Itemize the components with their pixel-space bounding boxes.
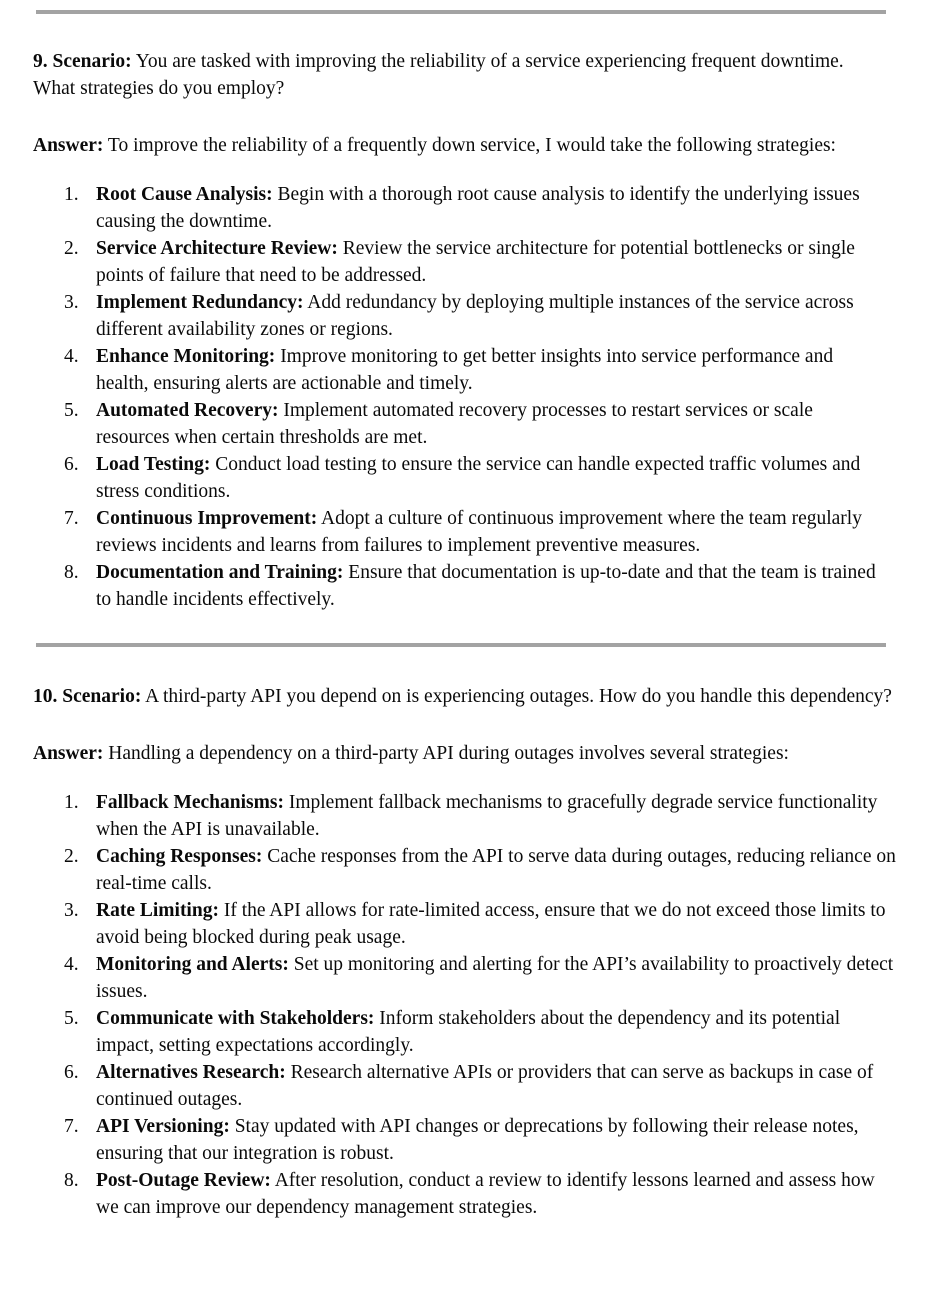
list-item-term: Rate Limiting: xyxy=(96,900,219,921)
scenario-number-10: 10. xyxy=(33,686,58,707)
list-item-text: Review the service architecture for potential bottlenecks or single points of failure that need to be addressed. xyxy=(96,238,855,286)
list-item-text: Conduct load testing to ensure the service can handle expected traffic volumes and stress conditions. xyxy=(96,454,861,502)
list-item xyxy=(64,181,890,235)
scenario-text-10: A third-party API you depend on is experiencing outages. How do you handle this dependency? xyxy=(141,686,892,707)
strategy-list-9 xyxy=(33,181,890,613)
list-item-text: Improve monitoring to get better insights into service performance and health, ensuring alerts are actionable and timely. xyxy=(96,346,834,394)
list-item-text: Adopt a culture of continuous improvement where the team regularly reviews incidents and learns from failures to implement preventive measures. xyxy=(96,508,862,556)
list-item xyxy=(64,843,896,897)
list-item xyxy=(64,1059,896,1113)
list-item xyxy=(64,1005,896,1059)
list-item-term: Monitoring and Alerts: xyxy=(96,954,289,975)
list-item-term: Continuous Improvement: xyxy=(96,508,318,529)
list-item-text: After resolution, conduct a review to identify lessons learned and assess how we can improve our dependency management strategies. xyxy=(96,1170,875,1218)
scenario-label-9: Scenario: xyxy=(52,51,132,72)
scenario-text-9: You are tasked with improving the reliability of a service experiencing frequent downtime. What strategies do you employ? xyxy=(33,51,844,99)
list-item-term: Alternatives Research: xyxy=(96,1062,286,1083)
list-item-term: Post-Outage Review: xyxy=(96,1170,271,1191)
list-item-term: Automated Recovery: xyxy=(96,400,279,421)
list-item-text: Set up monitoring and alerting for the API’s availability to proactively detect issues. xyxy=(96,954,894,1002)
list-item-text: Add redundancy by deploying multiple instances of the service across different availability zones or regions. xyxy=(96,292,854,340)
list-item-term: Root Cause Analysis: xyxy=(96,184,273,205)
list-item-text: Implement automated recovery processes to restart services or scale resources when certain thresholds are met. xyxy=(96,400,813,448)
answer-text-9: To improve the reliability of a frequently down service, I would take the following strategies: xyxy=(103,135,836,156)
list-item-text: Ensure that documentation is up-to-date and that the team is trained to handle incidents effectively. xyxy=(96,562,876,610)
answer-label-9: Answer: xyxy=(33,135,104,156)
list-item-text: Inform stakeholders about the dependency and its potential impact, setting expectations accordingly. xyxy=(96,1008,841,1056)
list-item-text: Research alternative APIs or providers that can serve as backups in case of continued outages. xyxy=(96,1062,874,1110)
list-item xyxy=(64,789,896,843)
list-item xyxy=(64,559,890,613)
document-page xyxy=(0,10,944,1316)
list-item xyxy=(64,897,896,951)
horizontal-divider-middle xyxy=(36,643,886,647)
scenario-number-9: 9. xyxy=(33,51,48,72)
list-item-term: Documentation and Training: xyxy=(96,562,344,583)
answer-paragraph-10 xyxy=(33,740,896,767)
list-item-term: Caching Responses: xyxy=(96,846,263,867)
list-item-term: API Versioning: xyxy=(96,1116,230,1137)
list-item-term: Load Testing: xyxy=(96,454,211,475)
list-item xyxy=(64,451,890,505)
list-item xyxy=(64,289,890,343)
list-item xyxy=(64,397,890,451)
list-item xyxy=(64,505,890,559)
list-item-term: Implement Redundancy: xyxy=(96,292,304,313)
list-item xyxy=(64,343,890,397)
list-item-text: Stay updated with API changes or deprecations by following their release notes, ensuring that our integration is robust. xyxy=(96,1116,859,1164)
list-item-term: Fallback Mechanisms: xyxy=(96,792,284,813)
qa-section-9 xyxy=(0,48,944,613)
list-item-text: Implement fallback mechanisms to gracefully degrade service functionality when the API is unavailable. xyxy=(96,792,878,840)
answer-text-10: Handling a dependency on a third-party API during outages involves several strategies: xyxy=(103,743,789,764)
strategy-list-10 xyxy=(33,789,896,1221)
list-item-term: Service Architecture Review: xyxy=(96,238,338,259)
scenario-label-10: Scenario: xyxy=(62,686,142,707)
scenario-paragraph-9 xyxy=(33,48,890,102)
list-item-term: Communicate with Stakeholders: xyxy=(96,1008,375,1029)
list-item-text: If the API allows for rate-limited access, ensure that we do not exceed those limits to avoid being blocked during peak usage. xyxy=(96,900,886,948)
list-item-term: Enhance Monitoring: xyxy=(96,346,276,367)
list-item xyxy=(64,951,896,1005)
list-item xyxy=(64,1167,896,1221)
scenario-paragraph-10 xyxy=(33,683,896,710)
list-item xyxy=(64,235,890,289)
horizontal-divider-top xyxy=(36,10,886,14)
list-item-text: Begin with a thorough root cause analysis to identify the underlying issues causing the downtime. xyxy=(96,184,860,232)
list-item xyxy=(64,1113,896,1167)
answer-paragraph-9 xyxy=(33,132,890,159)
qa-section-10 xyxy=(0,683,944,1221)
answer-label-10: Answer: xyxy=(33,743,104,764)
list-item-text: Cache responses from the API to serve data during outages, reducing reliance on real-time calls. xyxy=(96,846,896,894)
